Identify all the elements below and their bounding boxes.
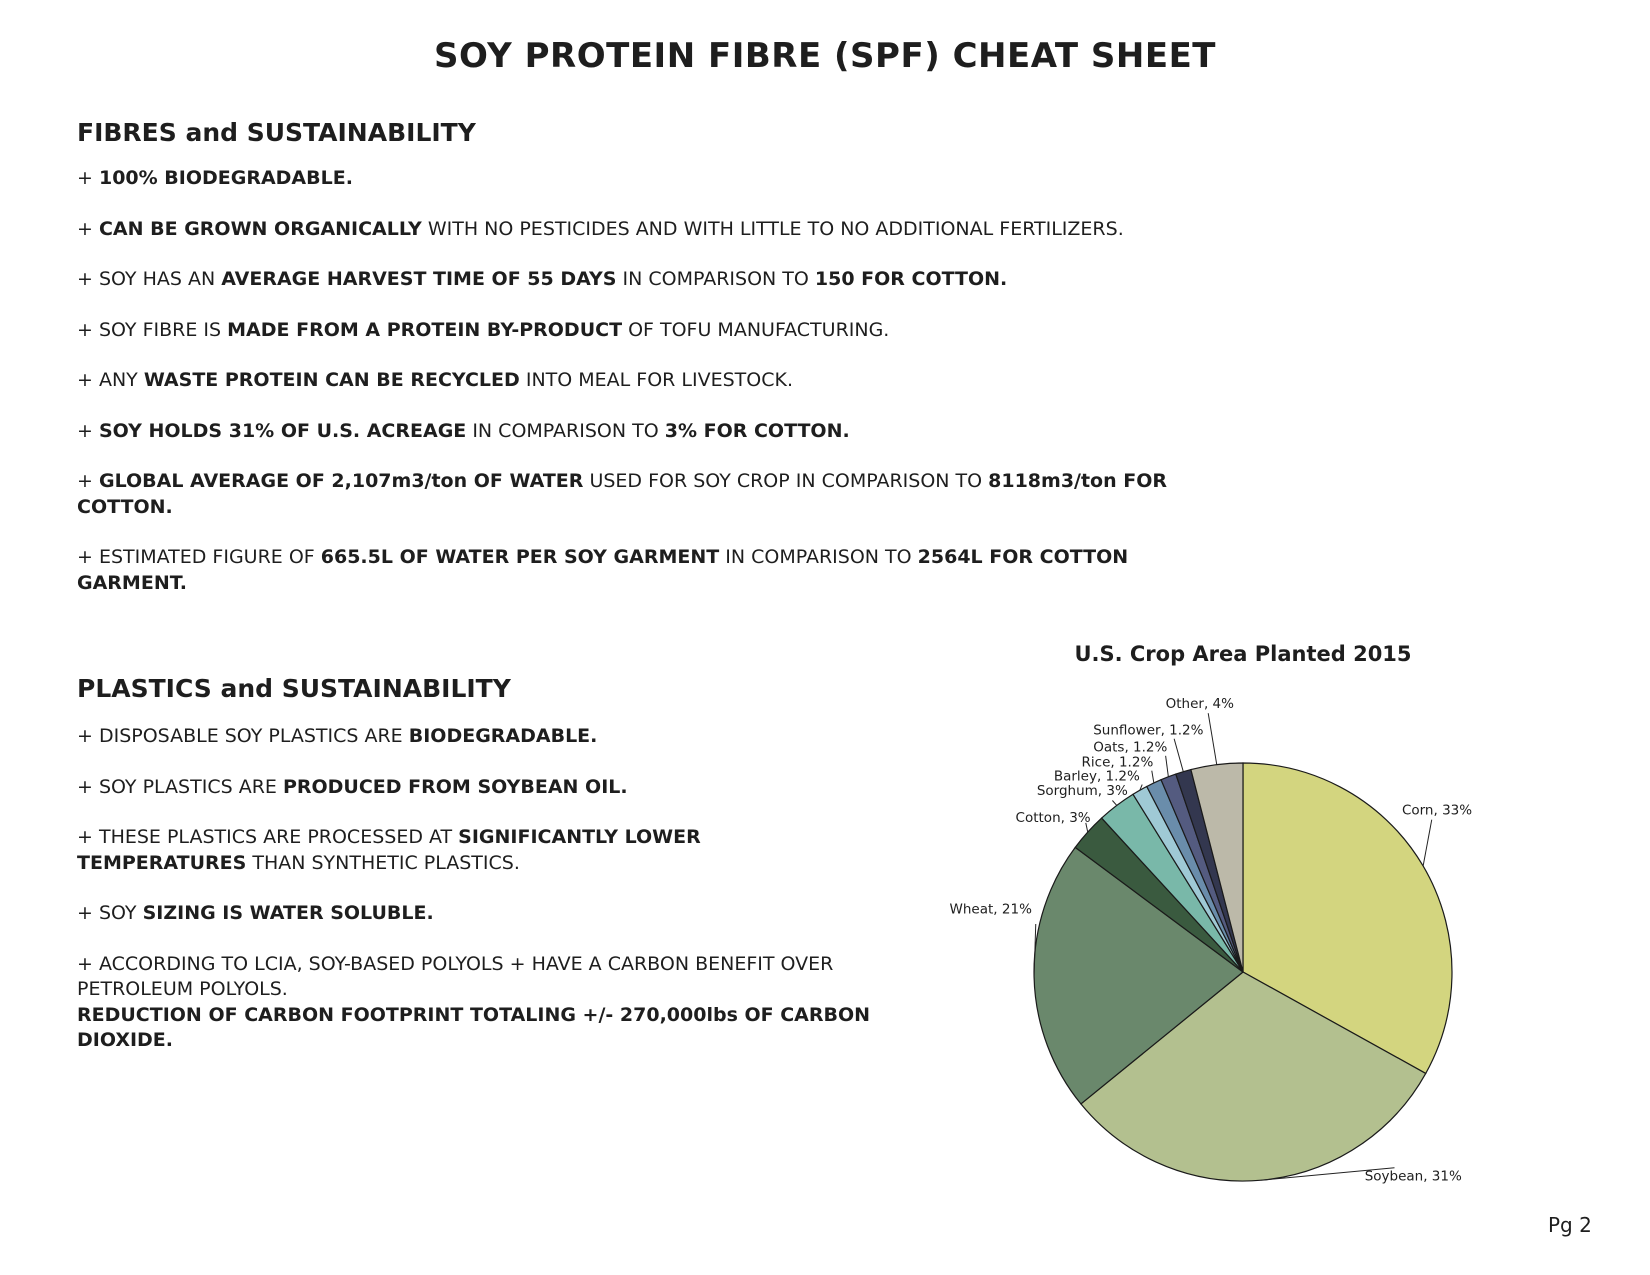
bold-text: 150 FOR COTTON. [814, 268, 1008, 290]
bold-text: WASTE PROTEIN CAN BE RECYCLED [143, 369, 520, 391]
page-title: SOY PROTEIN FIBRE (SPF) CHEAT SHEET [433, 36, 1216, 76]
bold-text: BIODEGRADABLE. [408, 725, 598, 747]
leader-line [1152, 771, 1154, 783]
leader-line [1423, 820, 1432, 866]
leader-line [1112, 801, 1116, 806]
page-number: Pg 2 [1548, 1213, 1592, 1237]
plastics-heading: PLASTICS and SUSTAINABILITY [77, 674, 511, 703]
slice-label: Wheat, 21% [949, 901, 1032, 918]
text: + [77, 470, 99, 492]
slice-label: Barley, 1.2% [1053, 768, 1140, 785]
slice-label: Rice, 1.2% [1081, 754, 1154, 771]
text: INTO MEAL FOR LIVESTOCK. [519, 369, 793, 391]
slice-label: Other, 4% [1165, 695, 1234, 712]
bold-text: REDUCTION OF CARBON FOOTPRINT TOTALING +/- 270,000lbs OF CARBON DIOXIDE. [77, 1003, 871, 1051]
text: + ANY [77, 369, 144, 391]
bold-text: SIZING IS WATER SOLUBLE. [142, 902, 434, 924]
text: + SOY PLASTICS ARE [77, 775, 283, 798]
bold-text: MADE FROM A PROTEIN BY-PRODUCT [227, 318, 623, 341]
slice-label: Corn, 33% [1401, 802, 1473, 819]
text: USED FOR SOY CROP IN COMPARISON TO [583, 470, 989, 492]
leader-line [1208, 713, 1217, 764]
chart-title: U.S. Crop Area Planted 2015 [1074, 642, 1412, 666]
bold-text: GLOBAL AVERAGE OF 2,107m3/ton OF WATER [98, 470, 584, 492]
leader-line [1174, 739, 1183, 772]
slice-label: Sunflower, 1.2% [1093, 722, 1204, 739]
leader-line [1166, 756, 1169, 777]
text: + THESE PLASTICS ARE PROCESSED AT [77, 826, 459, 848]
slice-label: Oats, 1.2% [1093, 739, 1168, 756]
fibres-heading: FIBRES and SUSTAINABILITY [77, 118, 476, 147]
bold-text: 2564L FOR COTTON GARMENT. [77, 546, 1129, 594]
text: + SOY FIBRE IS [77, 318, 228, 341]
slice-label: Cotton, 3% [1015, 809, 1091, 826]
bold-text: 100% BIODEGRADABLE. [98, 167, 353, 189]
text: + DISPOSABLE SOY PLASTICS ARE [77, 725, 409, 747]
bold-text: AVERAGE HARVEST TIME OF 55 DAYS [221, 268, 617, 290]
text: OF TOFU MANUFACTURING. [622, 318, 890, 341]
text: + [77, 167, 99, 189]
text: WITH NO PESTICIDES AND WITH LITTLE TO NO ADDITIONAL FERTILIZERS. [421, 217, 1124, 240]
text: IN COMPARISON TO [719, 546, 918, 568]
slice-label: Soybean, 31% [1364, 1168, 1462, 1185]
text: IN COMPARISON TO [616, 268, 815, 290]
text: + [77, 419, 99, 442]
text: + SOY [77, 902, 143, 924]
bold-text: SIGNIFICANTLY LOWER TEMPERATURES [77, 826, 701, 874]
bold-text: PRODUCED FROM SOYBEAN OIL. [282, 775, 628, 798]
text: + SOY HAS AN [77, 268, 222, 290]
bold-text: 3% FOR COTTON. [664, 419, 850, 442]
text: + ACCORDING TO LCIA, SOY-BASED POLYOLS + HAVE A CARBON BENEFIT OVER PETROLEUM POLYOLS. [77, 952, 834, 1000]
text: THAN SYNTHETIC PLASTICS. [246, 851, 520, 874]
bold-text: CAN BE GROWN ORGANICALLY [98, 217, 422, 240]
slice-label: Sorghum, 3% [1036, 783, 1128, 800]
bold-text: 665.5L OF WATER PER SOY GARMENT [320, 546, 720, 568]
text: + [77, 217, 99, 240]
bold-text: SOY HOLDS 31% OF U.S. ACREAGE [98, 419, 467, 442]
text: + ESTIMATED FIGURE OF [77, 546, 321, 568]
bold-text: 8118m3/ton FOR COTTON. [77, 470, 1168, 518]
text: IN COMPARISON TO [466, 419, 665, 442]
